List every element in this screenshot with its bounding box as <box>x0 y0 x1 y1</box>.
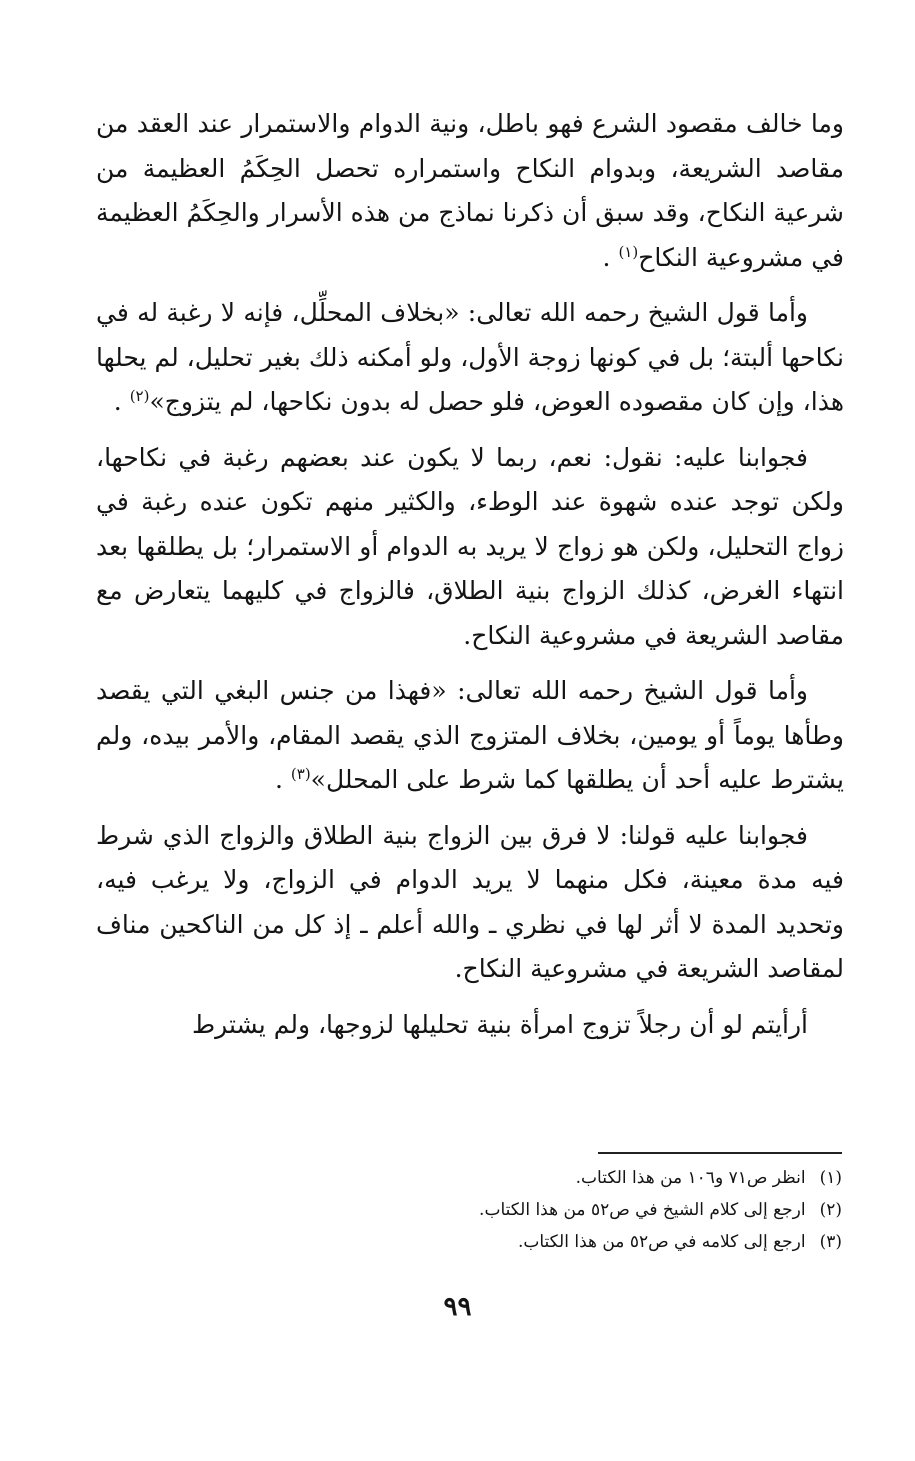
footnote-text: انظر ص٧١ و١٠٦ من هذا الكتاب. <box>575 1168 806 1188</box>
paragraph <box>96 1003 844 1048</box>
paragraph-end: . <box>602 242 619 272</box>
paragraph-end: . <box>274 765 291 794</box>
paragraph <box>96 291 844 425</box>
main-text <box>96 102 844 1058</box>
footnote-item <box>300 1194 842 1226</box>
paragraph <box>96 814 844 992</box>
paragraph <box>96 669 844 803</box>
paragraph <box>96 102 844 280</box>
paragraph <box>96 436 844 659</box>
footnote-ref: (١) <box>618 242 639 261</box>
footnotes <box>300 1162 842 1258</box>
footnote-ref: (٣) <box>290 765 311 783</box>
paragraph-text: أرأيتم لو أن رجلاً تزوج امرأة بنية تحليلها لزوجها، ولم يشترط <box>192 1009 808 1039</box>
footnote-ref: (٢) <box>129 387 150 405</box>
paragraph-text: وأما قول الشيخ رحمه الله تعالى: «فهذا من جنس البغي التي يقصد وطأها يوماً أو يومين، بخلاف المتزوج الذي يقصد المقام، والأمر بيده، ولم يشترط عليه أحد أن يطلقها كما شرط على المحلل» <box>96 676 844 794</box>
footnote-item <box>300 1226 842 1258</box>
footnote-text: ارجع إلى كلامه في ص٥٢ من هذا الكتاب. <box>517 1232 806 1252</box>
paragraph-text: فجوابنا عليه: نقول: نعم، ربما لا يكون عند بعضهم رغبة في نكاحها، ولكن توجد عنده شهوة عند الوطء، والكثير منهم تكون عنده رغبة في زواج التحليل، ولكن هو زواج لا يريد به الدوام أو الاستمرار؛ بل يطلقها بعد انتهاء الغرض، كذلك الزواج بنية الطلاق، فالزواج في كليهما يتعارض مع مقاصد الشريعة في مشروعية النكاح. <box>96 442 844 650</box>
footnote-number: (١) <box>819 1168 842 1188</box>
footnote-separator <box>598 1152 842 1154</box>
paragraph-end: . <box>113 387 130 416</box>
paragraph-text: فجوابنا عليه قولنا: لا فرق بين الزواج بنية الطلاق والزواج الذي شرط فيه مدة معينة، فكل منهما لا يريد الدوام في الزواج، ولا يرغب فيه، وتحديد المدة لا أثر لها في نظري ـ والله أعلم ـ إذ كل من الناكحين مناف لمقاصد الشريعة في مشروعية النكاح. <box>96 820 844 983</box>
page-number: ٩٩ <box>443 1292 472 1322</box>
paragraph-text: وما خالف مقصود الشرع فهو باطل، ونية الدوام والاستمرار عند العقد من مقاصد الشريعة، وبدوام النكاح واستمراره تحصل الحِكَمُ العظيمة من شرعية النكاح، وقد سبق أن ذكرنا نماذج من هذه الأسرار والحِكَمُ العظيمة في مشروعية النكاح <box>96 109 844 272</box>
footnote-number: (٣) <box>819 1232 842 1252</box>
footnote-item <box>300 1162 842 1194</box>
paragraph-text: وأما قول الشيخ رحمه الله تعالى: «بخلاف المحلِّل، فإنه لا رغبة له في نكاحها ألبتة؛ بل في كونها زوجة الأول، ولو أمكنه ذلك بغير تحليل، لم يحلها هذا، وإن كان مقصوده العوض، فلو حصل له بدون نكاحها، لم يتزوج» <box>96 298 844 416</box>
footnote-text: ارجع إلى كلام الشيخ في ص٥٢ من هذا الكتاب. <box>479 1200 806 1220</box>
footnote-number: (٢) <box>819 1200 842 1220</box>
